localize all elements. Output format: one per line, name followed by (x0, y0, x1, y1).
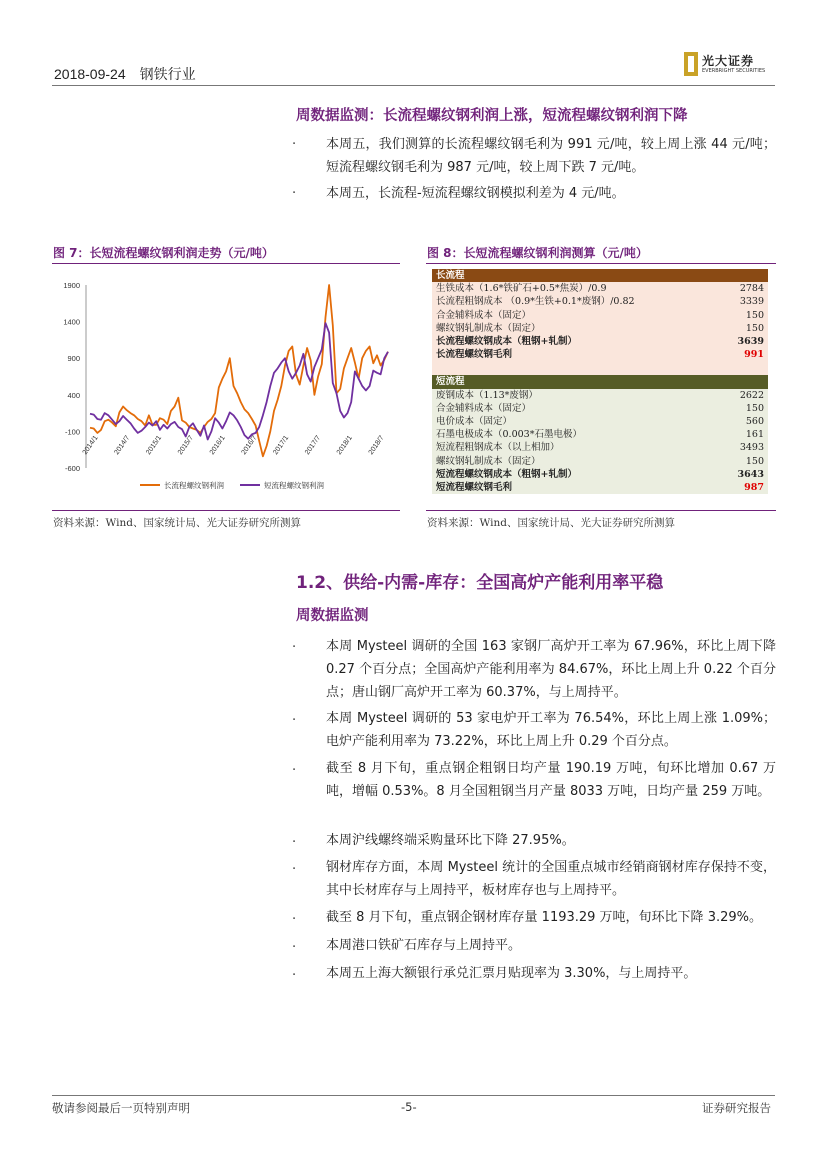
table-row-label: 电价成本（固定） (432, 415, 720, 428)
table-row-label: 短流程螺纹钢成本（粗钢+轧制） (432, 468, 720, 481)
monitor-bullet-2: 本周五，长流程-短流程螺纹钢模拟利差为 4 元/吨。 (326, 186, 625, 201)
x-tick-label: 2014/7 (113, 434, 132, 457)
x-tick-label: 2017/7 (304, 434, 323, 457)
bullet-dot: · (292, 137, 297, 152)
report-date: 2018-09-24 (54, 66, 126, 82)
legend-label: 长流程螺纹钢利润 (164, 481, 224, 490)
y-tick-label: -100 (64, 427, 80, 437)
table-spacer (432, 361, 768, 375)
y-tick-label: 1900 (63, 281, 80, 290)
bullet-dot: · (292, 186, 297, 201)
table-row-label: 短流程粗钢成本（以上相加） (432, 441, 720, 454)
section-bullet-8: 本周五上海大额银行承兑汇票月贴现率为 3.30%，与上周持平。 (326, 966, 697, 981)
short-process-header: 短流程 (432, 375, 768, 388)
figure7-bottom-rule (52, 510, 400, 511)
monitor-bullet-1: 本周五，我们测算的长流程螺纹钢毛利为 991 元/吨，较上周上涨 44 元/吨；短流程螺纹钢毛利为 987 元/吨，较上周下跌 7 元/吨。 (326, 137, 776, 175)
table-row-label: 短流程螺纹钢毛利 (432, 481, 720, 494)
table-row-value: 3639 (720, 335, 768, 348)
table-row-value: 161 (720, 428, 768, 441)
section-bullet-4: 本周沪线螺终端采购量环比下降 27.95%。 (326, 833, 575, 848)
cost-table (432, 269, 768, 494)
figure8-title: 图 8：长短流程螺纹钢利润测算（元/吨） (427, 246, 648, 260)
section-bullet-7: 本周港口铁矿石库存与上周持平。 (326, 938, 522, 953)
table-row-label: 石墨电极成本（0.003*石墨电极） (432, 428, 720, 441)
table-row-label: 合金辅料成本（固定） (432, 402, 720, 415)
x-tick-label: 2015/7 (176, 434, 195, 457)
x-tick-label: 2016/7 (240, 434, 259, 457)
table-row-value: 3643 (720, 468, 768, 481)
table-row-value: 150 (720, 402, 768, 415)
profit-trend-chart (52, 270, 402, 500)
section-bullet-1: 本周 Mysteel 调研的全国 163 家钢厂高炉开工率为 67.96%，环比上周下降 0.27 个百分点；全国高炉产能利用率为 84.67%，环比上周上升 0.22 个百分点；唐山钢厂高炉开工率为 60.37%，与上周持平。 (326, 639, 776, 700)
long-process-header: 长流程 (432, 269, 768, 282)
section-bullet-3: 截至 8 月下旬，重点钢企粗钢日均产量 190.19 万吨，旬环比增加 0.67 万吨，增幅 0.53%。8 月全国粗钢当月产量 8033 万吨，日均产量 259 万吨。 (326, 761, 776, 799)
x-tick-label: 2017/1 (272, 434, 291, 457)
bullet-dot: · (292, 862, 297, 877)
y-tick-label: 900 (67, 354, 80, 364)
y-tick-label: -600 (64, 464, 80, 473)
figure7-title: 图 7：长短流程螺纹钢利润走势（元/吨） (53, 246, 274, 260)
bullet-dot: · (292, 968, 297, 983)
short-profit-value: 987 (720, 481, 768, 494)
section-bullet-6: 截至 8 月下旬，重点钢企钢材库存量 1193.29 万吨，旬环比下降 3.29%。 (326, 910, 762, 925)
logo-cn-text: 光大证券 (702, 54, 755, 68)
y-tick-label: 400 (67, 390, 80, 400)
legend-label: 短流程螺纹钢利润 (264, 481, 324, 490)
figure8-source: 资料来源：Wind、国家统计局、光大证券研究所测算 (427, 517, 675, 529)
industry-label: 钢铁行业 (139, 66, 196, 82)
table-row-value: 2622 (720, 389, 768, 402)
section-subtitle: 周数据监测 (296, 608, 369, 624)
figure8-top-rule (426, 263, 776, 264)
section-title: 1.2、供给-内需-库存：全国高炉产能利用率平稳 (296, 573, 664, 593)
x-tick-label: 2018/1 (335, 434, 354, 457)
table-row-value: 150 (720, 309, 768, 322)
table-row-value: 3339 (720, 295, 768, 308)
x-tick-label: 2016/1 (208, 434, 227, 457)
bullet-dot: · (292, 835, 297, 850)
table-row-label: 生铁成本（1.6*铁矿石+0.5*焦炭）/0.9 (432, 282, 720, 295)
monitor-heading: 周数据监测：长流程螺纹钢利润上涨，短流程螺纹钢利润下降 (296, 108, 688, 124)
logo-en-text: EVERBRIGHT SECURITIES (702, 68, 766, 74)
table-row-label: 螺纹钢轧制成本（固定） (432, 322, 720, 335)
footer-divider (52, 1095, 775, 1096)
table-row-value: 560 (720, 415, 768, 428)
table-row-label: 长流程螺纹钢毛利 (432, 348, 720, 361)
footer-disclaimer: 敬请参阅最后一页特别声明 (52, 1101, 190, 1115)
logo-mark-icon (684, 52, 698, 76)
bullet-dot: · (292, 940, 297, 955)
table-row-label: 合金辅料成本（固定） (432, 309, 720, 322)
table-row-value: 150 (720, 322, 768, 335)
table-row-value: 2784 (720, 282, 768, 295)
everbright-logo (684, 52, 776, 78)
bullet-dot: · (292, 640, 297, 655)
bullet-dot: · (292, 912, 297, 927)
report-date-industry (54, 64, 196, 84)
x-tick-label: 2015/1 (145, 434, 164, 457)
table-row-value: 150 (720, 454, 768, 467)
y-tick-label: 1400 (63, 317, 80, 327)
bullet-dot: · (292, 713, 297, 728)
long-profit-value: 991 (720, 348, 768, 361)
header-divider (52, 85, 775, 86)
x-tick-label: 2018/7 (367, 434, 386, 457)
page-number: -5- (401, 1100, 417, 1114)
x-tick-label: 2014/1 (81, 434, 100, 457)
bullet-dot: · (292, 763, 297, 778)
short-process-profit-line (90, 323, 388, 439)
figure7-top-rule (52, 263, 400, 264)
table-row-label: 螺纹钢轧制成本（固定） (432, 454, 720, 467)
section-bullet-2: 本周 Mysteel 调研的 53 家电炉开工率为 76.54%，环比上周上涨 1.09%；电炉产能利用率为 73.22%，环比上周上升 0.29 个百分点。 (326, 711, 776, 749)
cost-table-wrap (432, 269, 768, 494)
table-row-value: 3493 (720, 441, 768, 454)
section-bullet-5: 钢材库存方面，本周 Mysteel 统计的全国重点城市经销商钢材库存保持不变，其中长材库存与上周持平，板材库存也与上周持平。 (326, 860, 776, 898)
footer-report-type: 证券研究报告 (702, 1101, 771, 1115)
table-row-label: 长流程粗钢成本 （0.9*生铁+0.1*废钢）/0.82 (432, 295, 720, 308)
table-row-label: 废钢成本（1.13*废钢） (432, 389, 720, 402)
figure7-source: 资料来源：Wind、国家统计局、光大证券研究所测算 (53, 517, 301, 529)
table-row-label: 长流程螺纹钢成本（粗钢+轧制） (432, 335, 720, 348)
figure8-bottom-rule (426, 510, 776, 511)
